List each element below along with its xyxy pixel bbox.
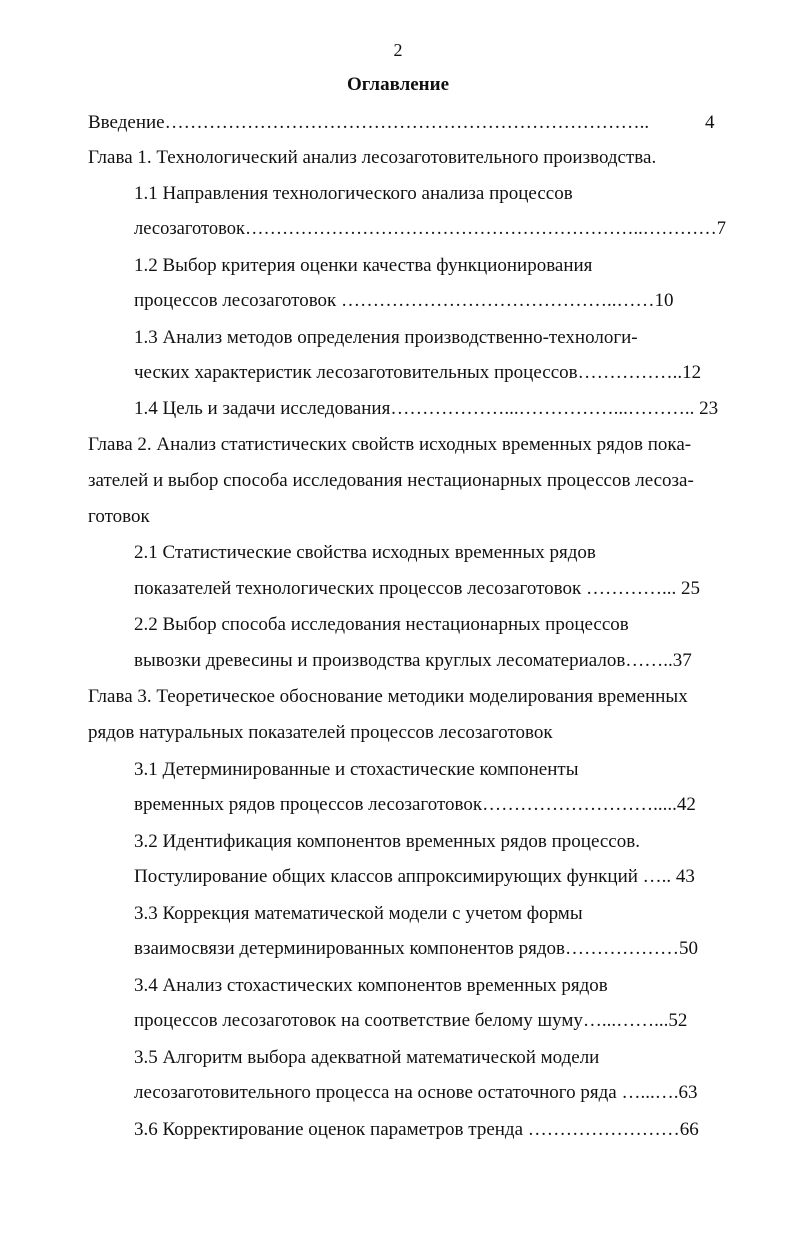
toc-entry-3-3-line2: взаимосвязи детерминированных компонентов рядов………………50 — [134, 938, 698, 959]
toc-entry-3-4-line1: 3.4 Анализ стохастических компонентов временных рядов — [134, 975, 608, 996]
toc-page-intro: 4 — [705, 112, 715, 133]
toc-entry-intro: Введение………………………………………………………………….. — [88, 112, 650, 133]
toc-entry-3-1-line1: 3.1 Детерминированные и стохастические компоненты — [134, 759, 579, 780]
toc-entry-3-2-line1: 3.2 Идентификация компонентов временных рядов процессов. — [134, 831, 640, 852]
toc-entry-1-2-line2: процессов лесозаготовок ……………………………………..……10 — [134, 290, 674, 311]
toc-chapter-3-line2: рядов натуральных показателей процессов лесозаготовок — [88, 722, 553, 743]
toc-entry-1-2-line1: 1.2 Выбор критерия оценки качества функционирования — [134, 255, 593, 276]
toc-entry-3-3-line1: 3.3 Коррекция математической модели с учетом формы — [134, 903, 583, 924]
toc-entry-1-1-line1: 1.1 Направления технологического анализа процессов — [134, 183, 573, 204]
toc-chapter-2-line1: Глава 2. Анализ статистических свойств исходных временных рядов пока- — [88, 434, 692, 455]
toc-entry-3-4-line2: процессов лесозаготовок на соответствие белому шуму…...……...52 — [134, 1010, 688, 1031]
toc-entry-2-2-line1: 2.2 Выбор способа исследования нестационарных процессов — [134, 614, 629, 635]
page-number: 2 — [393, 40, 403, 60]
toc-entry-2-1-line1: 2.1 Статистические свойства исходных временных рядов — [134, 542, 596, 563]
toc-entry-1-4: 1.4 Цель и задачи исследования………………...……………...……….. 23 — [134, 398, 719, 419]
toc-chapter-2-line2: зателей и выбор способа исследования нестационарных процессов лесоза- — [88, 470, 694, 491]
toc-chapter-1: Глава 1. Технологический анализ лесозаготовительного производства. — [88, 147, 657, 168]
toc-entry-1-3-line2: ческих характеристик лесозаготовительных процессов……………..12 — [134, 362, 702, 383]
toc-chapter-2-line3: готовок — [88, 506, 150, 527]
toc-entry-3-5-line2: лесозаготовительного процесса на основе остаточного ряда …...….63 — [134, 1082, 698, 1103]
toc-title: Оглавление — [346, 74, 450, 95]
toc-chapter-3-line1: Глава 3. Теоретическое обоснование методики моделирования временных — [88, 686, 688, 707]
toc-entry-3-6: 3.6 Корректирование оценок параметров тренда ……………………66 — [134, 1119, 699, 1140]
toc-entry-3-1-line2: временных рядов процессов лесозаготовок……………………….....42 — [134, 794, 696, 815]
toc-entry-3-2-line2: Постулирование общих классов аппроксимирующих функций ….. 43 — [134, 866, 695, 887]
toc-entry-1-3-line1: 1.3 Анализ методов определения производственно-технологи- — [134, 327, 638, 348]
toc-entry-2-1-line2: показателей технологических процессов лесозаготовок …………... 25 — [134, 578, 700, 599]
toc-entry-1-1-line2: лесозаготовок………………………………………………………..…………7 — [134, 219, 726, 239]
toc-entry-2-2-line2: вывозки древесины и производства круглых лесоматериалов……..37 — [134, 650, 692, 671]
toc-entry-3-5-line1: 3.5 Алгоритм выбора адекватной математической модели — [134, 1047, 600, 1068]
